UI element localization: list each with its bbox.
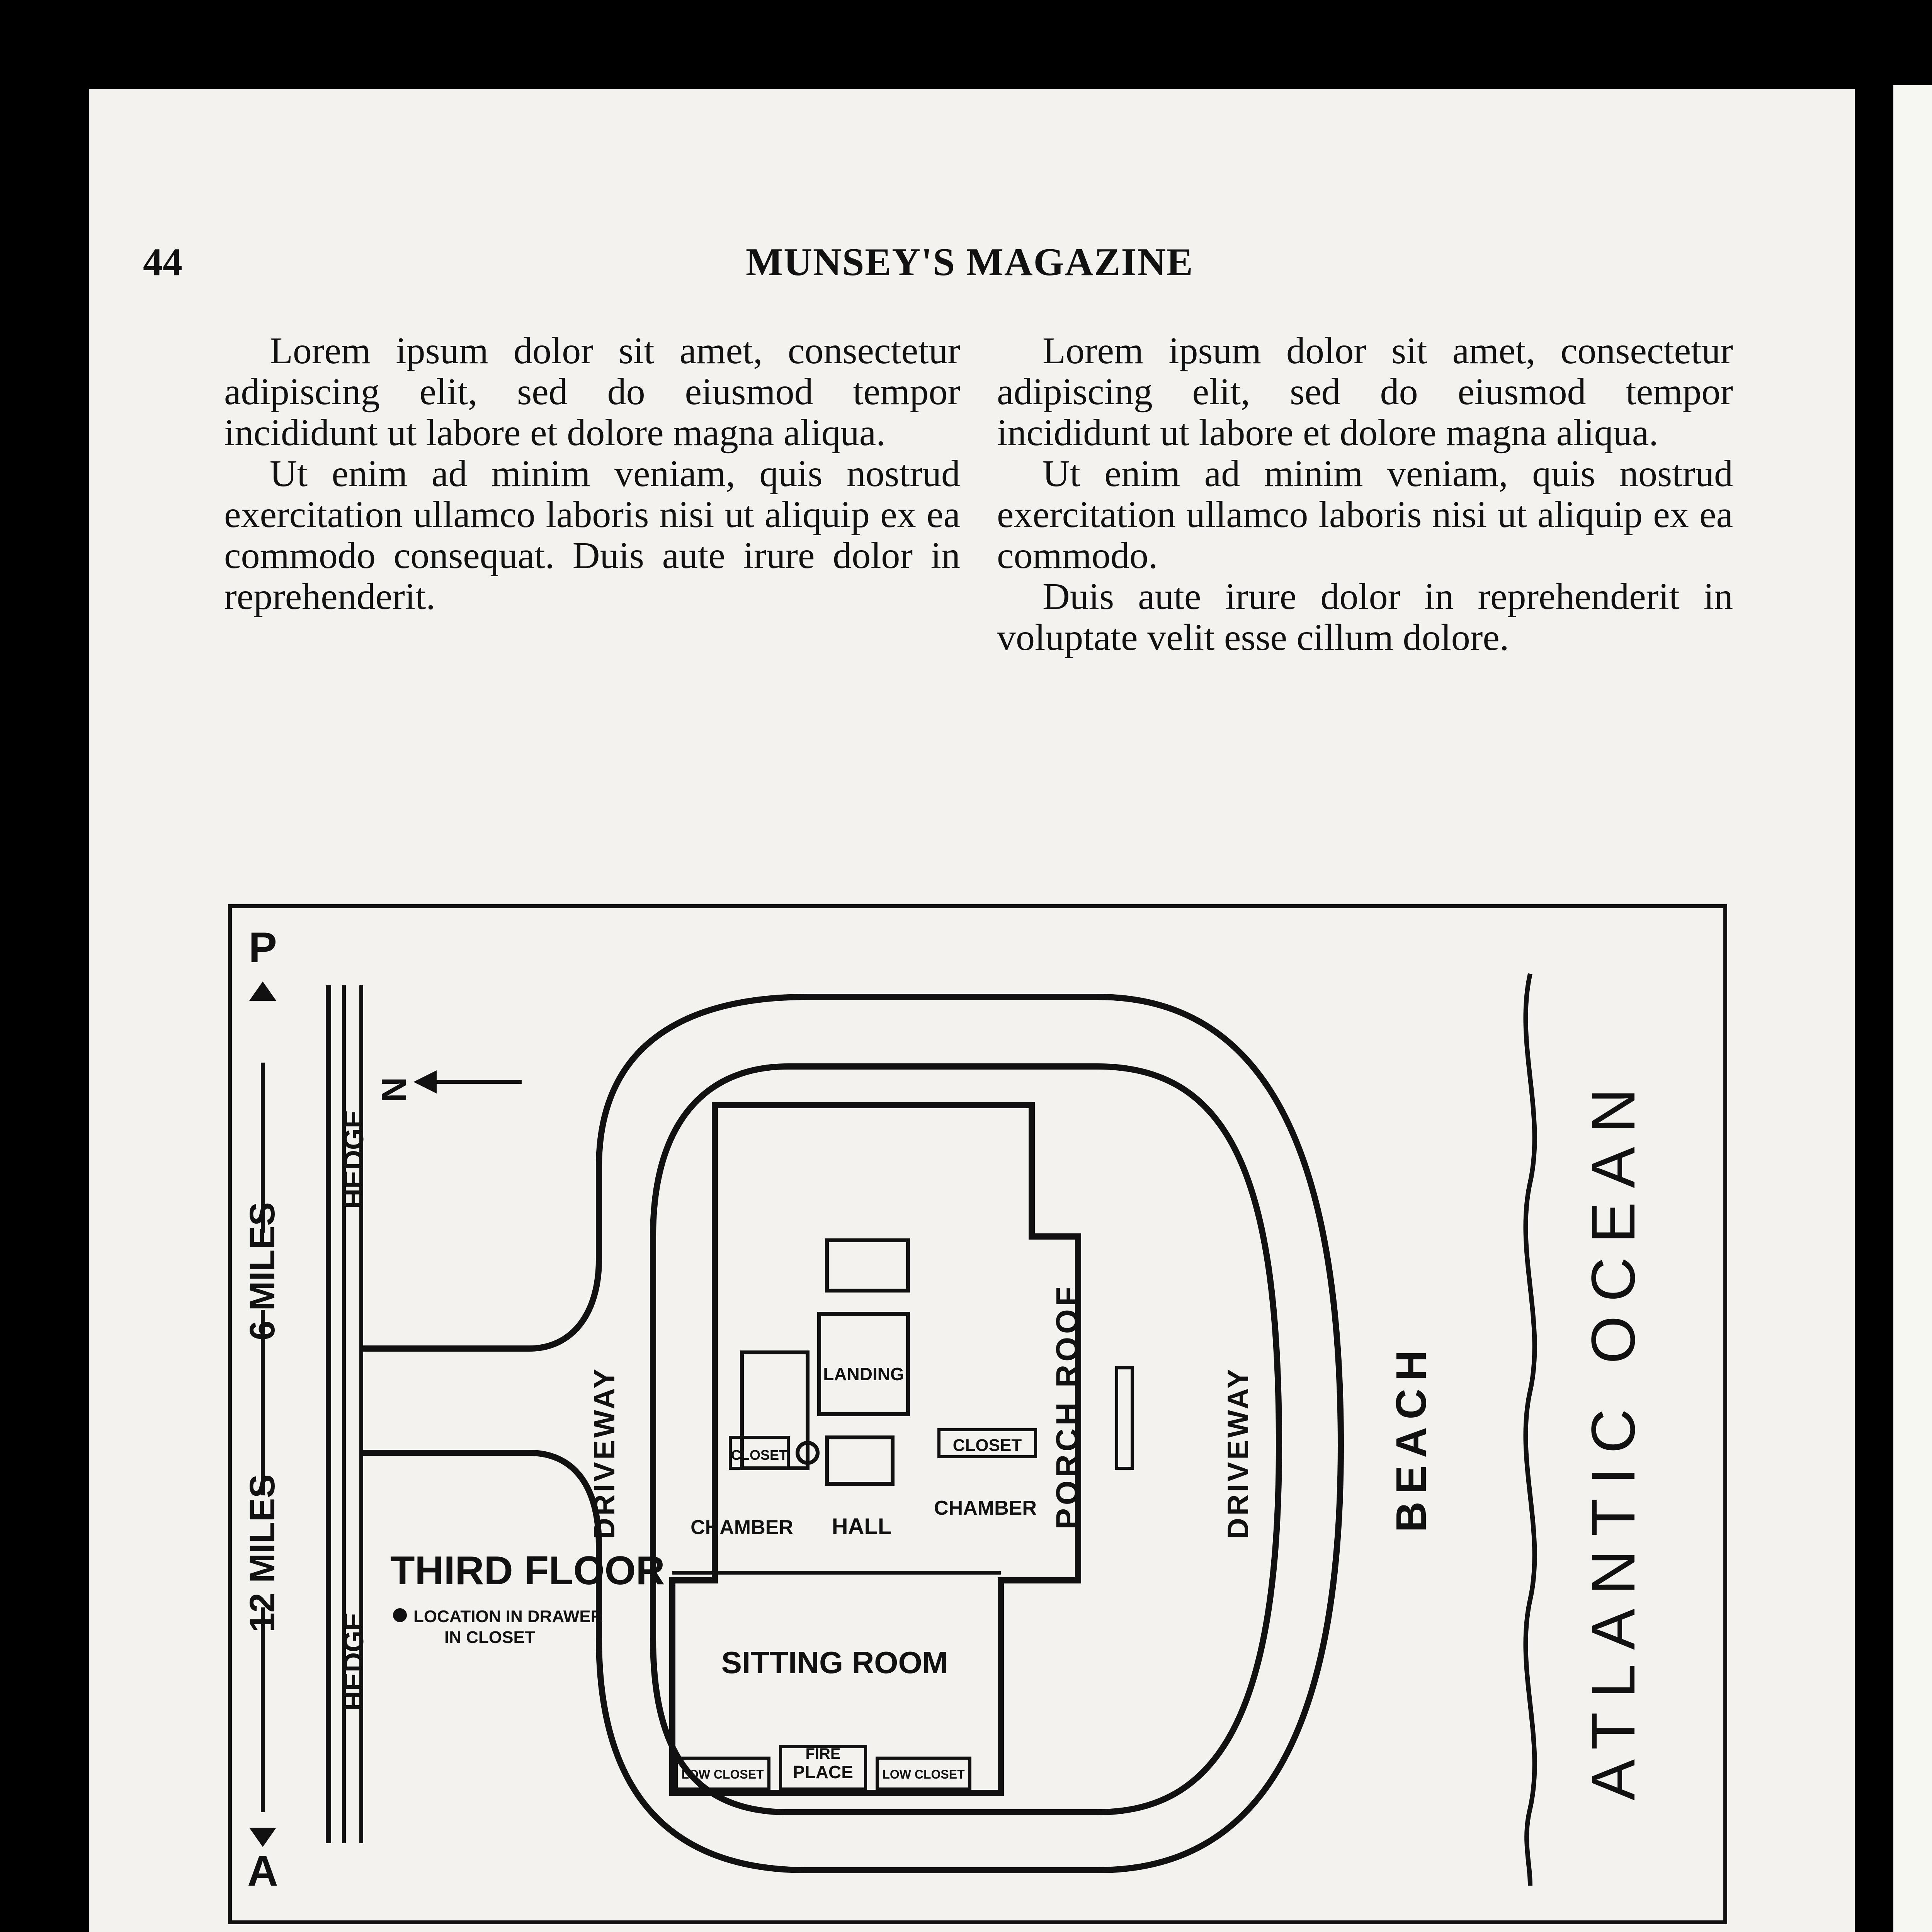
miles-6-label: 6 MILES <box>243 1202 282 1340</box>
paragraph: Ut enim ad minim veniam, quis nostrud exercitation ullamco laboris nisi ut aliquip ex ea commodo. <box>997 453 1733 577</box>
chamber-label-right: CHAMBER <box>934 1497 1037 1519</box>
hedge-label-bottom: HEDGE <box>338 1612 369 1711</box>
hedge-label-top: HEDGE <box>338 1109 369 1209</box>
low-closet-label-left: LOW CLOSET <box>681 1767 764 1781</box>
location-dot-icon <box>393 1608 407 1622</box>
low-closet-label-right: LOW CLOSET <box>882 1767 965 1781</box>
paragraph: Lorem ipsum dolor sit amet, consectetur adipiscing elit, sed do eiusmod tempor incididunt ut labore et dolore magna aliqua. <box>997 330 1733 454</box>
beach-label: BEACH <box>1388 1342 1435 1532</box>
porch-step <box>1117 1368 1132 1468</box>
arrow-up-icon <box>249 981 276 1001</box>
paragraph: Duis aute irure dolor in reprehenderit in voluptate velit esse cillum dolore. <box>997 576 1733 658</box>
atlantic-ocean-label: ATLANTIC OCEAN <box>1578 1074 1648 1801</box>
coastline <box>1526 974 1534 1886</box>
fire-label: FIRE <box>805 1745 841 1762</box>
lower-stair-block <box>827 1437 893 1484</box>
driveway-label-right: DRIVEWAY <box>1222 1366 1255 1539</box>
page-header <box>143 147 1727 284</box>
third-floor-label: THIRD FLOOR <box>390 1548 665 1593</box>
hall-label: HALL <box>832 1514 892 1539</box>
sitting-room-label: SITTING ROOM <box>721 1645 948 1680</box>
a-marker: A <box>247 1847 278 1895</box>
north-label: N <box>375 1077 413 1102</box>
p-marker: P <box>248 924 277 971</box>
text-column-top-right <box>997 330 1733 658</box>
location-note-line2: IN CLOSET <box>444 1628 535 1647</box>
paragraph: Ut enim ad minim veniam, quis nostrud exercitation ullamco laboris nisi ut aliquip ex ea commodo consequat. Duis aute irure dolor in reprehenderit. <box>224 453 960 617</box>
text-column-top-left <box>224 330 960 617</box>
miles-12-label: 12 MILES <box>243 1474 282 1633</box>
chamber-label-left: CHAMBER <box>690 1516 793 1539</box>
magazine-title: MUNSEY'S MAGAZINE <box>746 240 1194 284</box>
arrow-down-icon <box>249 1828 276 1847</box>
closet-label-right: CLOSET <box>952 1436 1022 1455</box>
driveway-label-left: DRIVEWAY <box>588 1366 621 1539</box>
driveway-outer <box>361 997 1341 1870</box>
location-note-line1: LOCATION IN DRAWER <box>413 1607 603 1626</box>
plan-border <box>230 906 1726 1923</box>
north-arrow-icon <box>413 1070 437 1094</box>
place-label: PLACE <box>793 1762 853 1782</box>
landing-label: LANDING <box>823 1364 904 1384</box>
porch-roof-label: PORCH ROOF <box>1050 1284 1085 1529</box>
paragraph: Lorem ipsum dolor sit amet, consectetur adipiscing elit, sed do eiusmod tempor incididunt ut labore et dolore magna aliqua. <box>224 330 960 454</box>
page-number: 44 <box>143 240 182 284</box>
house-plan-diagram <box>228 904 1727 1924</box>
adjacent-page-edge <box>1893 85 1932 1932</box>
closet-label-left: CLOSET <box>731 1447 788 1463</box>
upper-stair-block <box>827 1240 908 1291</box>
